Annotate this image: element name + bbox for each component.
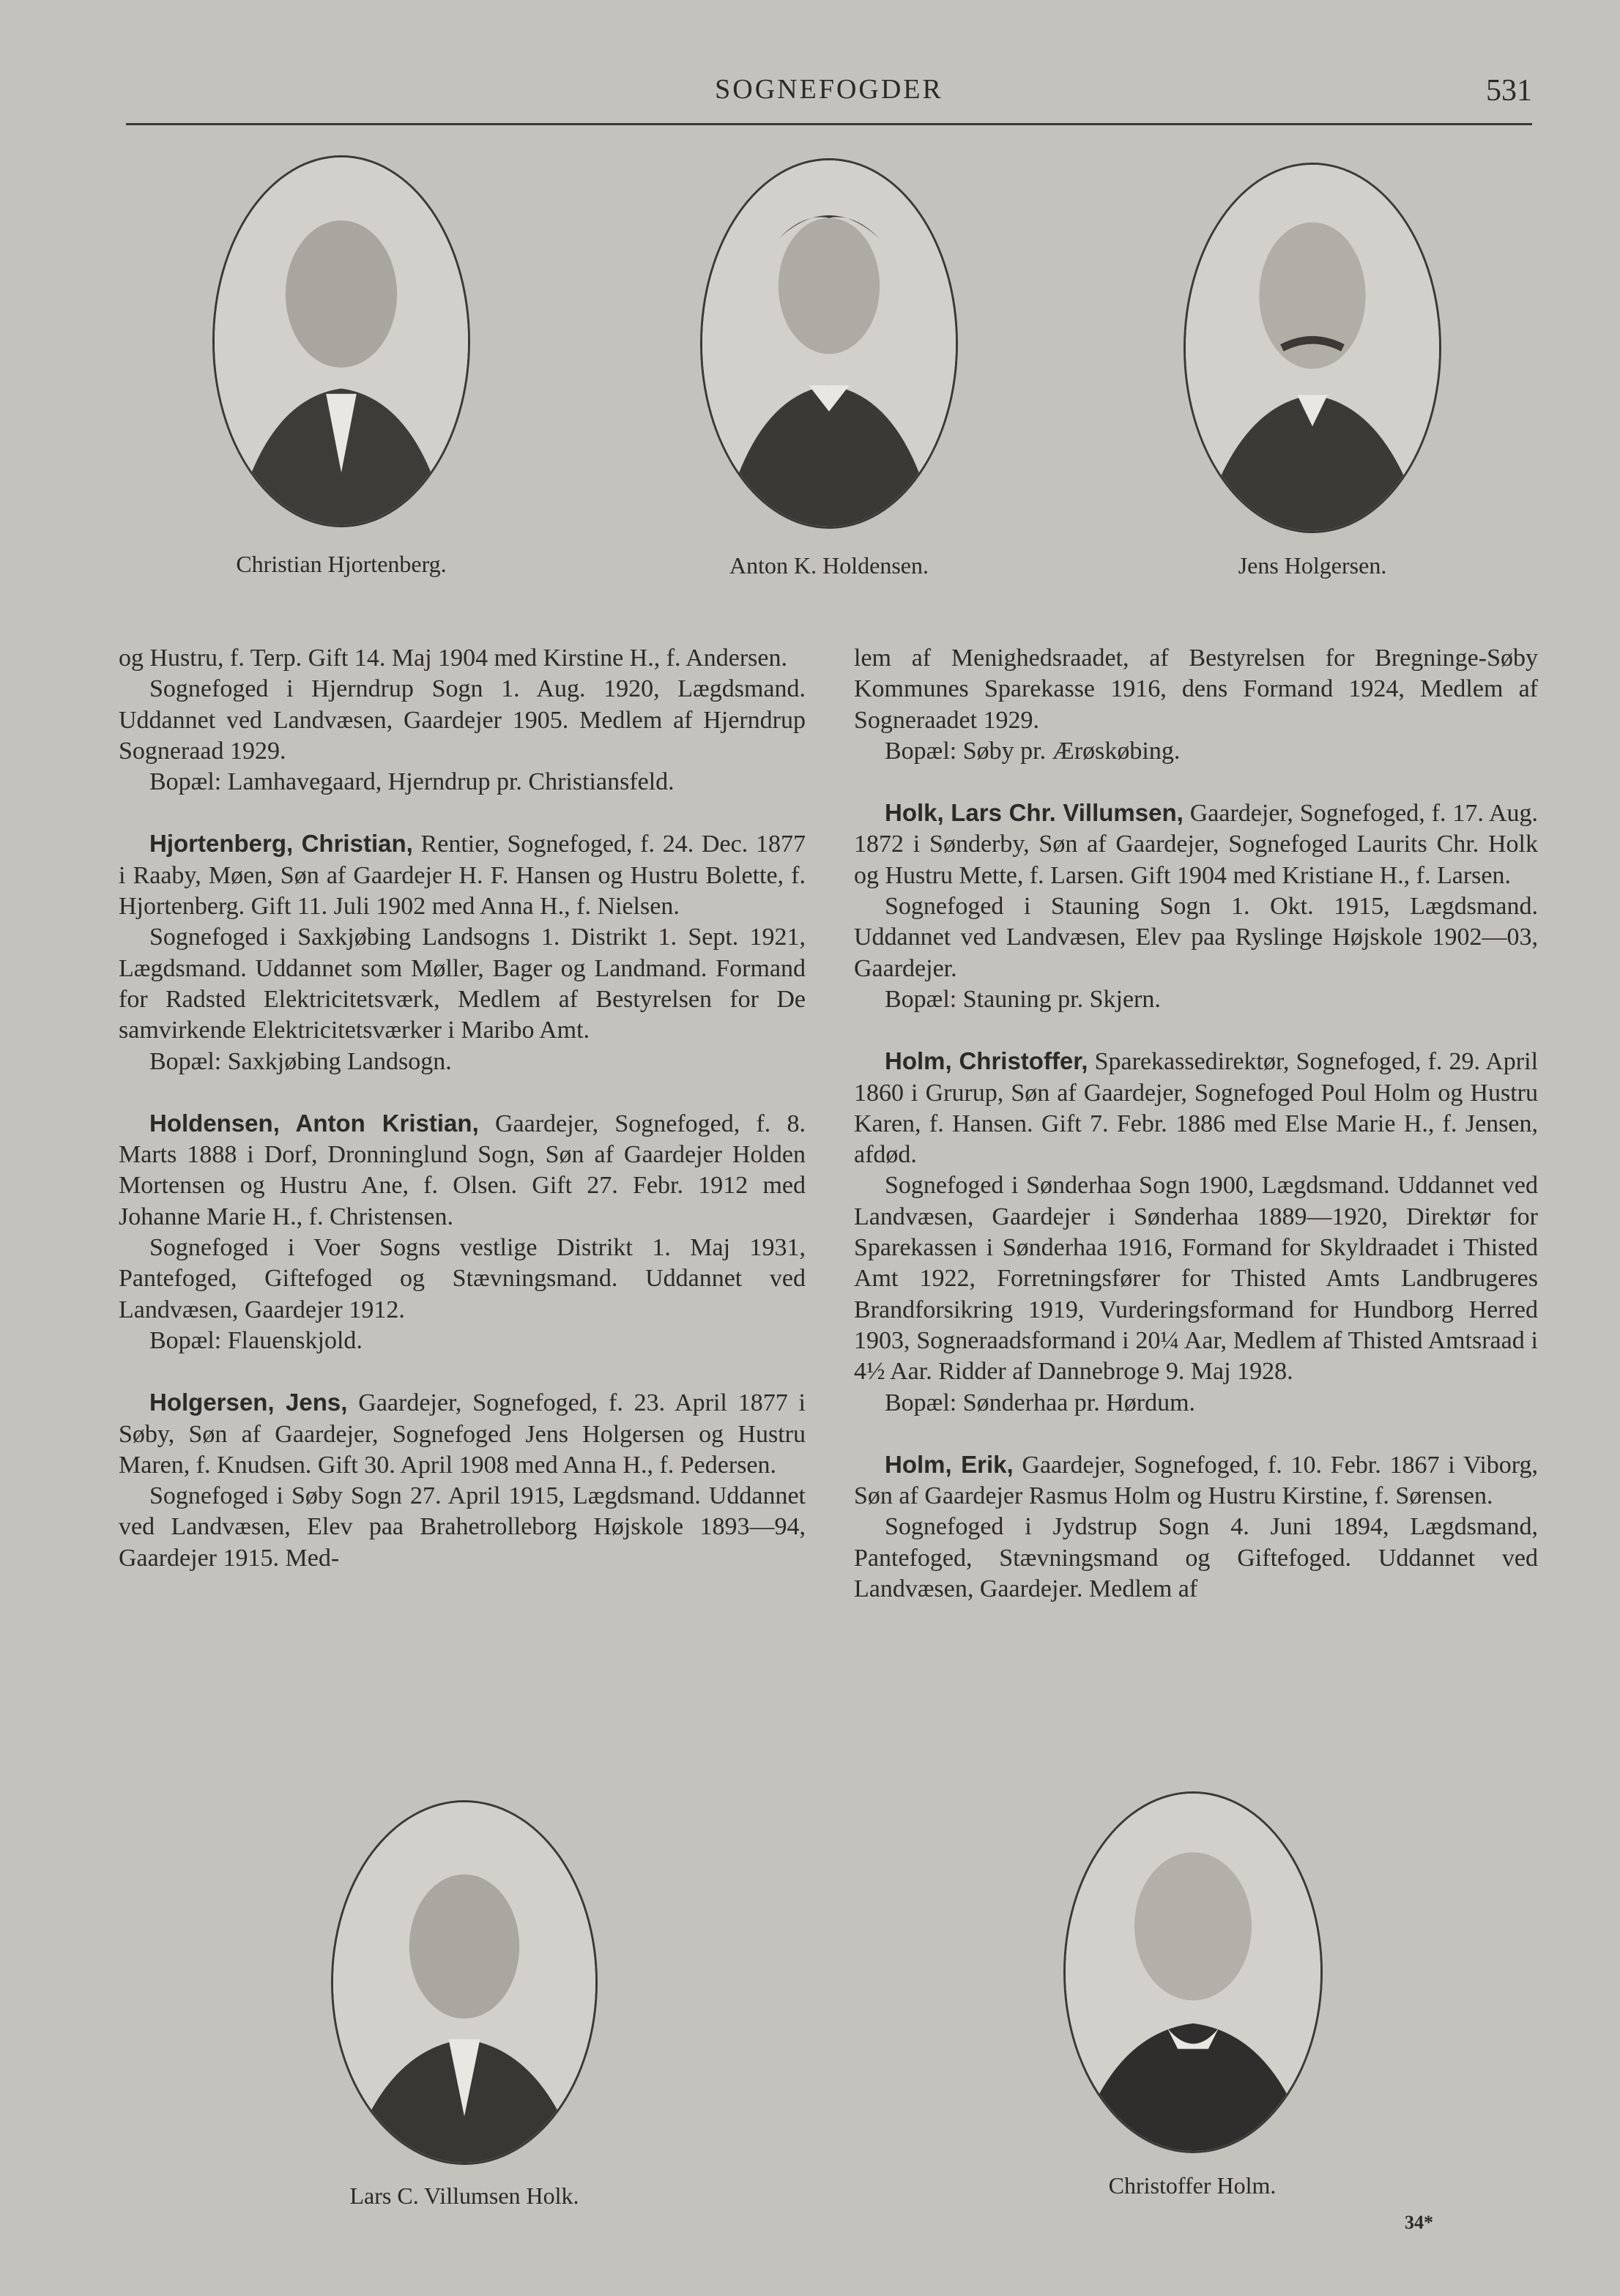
portrait-jens-holgersen (1184, 163, 1441, 579)
running-header (126, 73, 1532, 117)
entry-continuation (119, 643, 806, 798)
entry-text: Bopæl: Saxkjøbing Landsogn. (149, 1047, 452, 1075)
entry-name: Holk, Lars Chr. Villumsen, (885, 799, 1184, 827)
entry-text: Sognefoged i Saxkjøbing Landsogns 1. Distrikt 1. Sept. 1921, Lægdsmand. Uddannet som Møller, Bager og Landmand. Formand for Radsted Elektricitetsværk, Medlem af Bestyrelsen for De samvirkende Elektricitetsværker i Maribo Amt. (119, 924, 806, 1044)
entry-text: Bopæl: Flauenskjold. (149, 1326, 363, 1354)
right-column (854, 643, 1538, 1605)
portrait-photo-icon (212, 155, 470, 527)
entry-name: Holgersen, Jens, (149, 1389, 348, 1416)
entry-text: Bopæl: Søby pr. Ærøskøbing. (885, 737, 1181, 765)
entry-text: lem af Menighedsraadet, af Bestyrelsen for Bregninge-Søby Kommunes Sparekasse 1916, dens Formand 1924, Medlem af Sogneraadet 1929. (854, 644, 1538, 734)
portrait-caption: Lars C. Villumsen Holk. (349, 2182, 579, 2209)
entry-text: Sognefoged i Jydstrup Sogn 4. Juni 1894, Lægdsmand, Pantefoged, Stævningsmand og Giftefoged. Uddannet ved Landvæsen, Gaardejer. Medlem af (854, 1513, 1538, 1603)
portrait-caption: Anton K. Holdensen. (729, 552, 929, 579)
printer-signature-mark: 34* (1405, 2212, 1433, 2233)
entry-text: Rentier, Sognefoged, f. 24. Dec. 1877 i Raaby, Møen, Søn af Gaardejer H. F. Hansen og Hustru Bolette, f. Hjortenberg. Gift 11. Juli 1902 med Anna H., f. Nielsen. (119, 831, 806, 921)
portrait-photo-icon (331, 1800, 598, 2165)
entry-holm-erik (854, 1449, 1538, 1605)
portrait-photo-icon (1063, 1791, 1323, 2153)
entry-text: Sognefoged i Søby Sogn 27. April 1915, Lægdsmand. Uddannet ved Landvæsen, Elev paa Brahetrolleborg Højskole 1893—94, Gaardejer 1915. Med- (119, 1482, 806, 1572)
entry-name: Hjortenberg, Christian, (149, 830, 413, 858)
entry-text: Gaardejer, Sognefoged, f. 23. April 1877 i Søby, Søn af Gaardejer, Sognefoged Jens Holgersen og Hustru Maren, f. Knudsen. Gift 30. April 1908 med Anna H., f. Pedersen. (119, 1389, 806, 1479)
portrait-photo-icon (700, 158, 958, 529)
portrait-christoffer-holm (1063, 1791, 1321, 2202)
entry-holdensen (119, 1108, 806, 1356)
entry-text: Bopæl: Sønderhaa pr. Hørdum. (885, 1389, 1196, 1416)
entry-text: Gaardejer, Sognefoged, f. 10. Febr. 1867 i Viborg, Søn af Gaardejer Rasmus Holm og Hustru Kirstine, f. Sørensen. (854, 1451, 1538, 1510)
portrait-lars-holk (331, 1800, 598, 2210)
entry-text: Sognefoged i Stauning Sogn 1. Okt. 1915, Lægdsmand. Uddannet ved Landvæsen, Elev paa Ryslinge Højskole 1902—03, Gaardejer. (854, 893, 1538, 982)
entry-holk (854, 798, 1538, 1015)
header-title: SOGNEFOGDER (715, 74, 943, 105)
portrait-caption: Jens Holgersen. (1238, 552, 1387, 579)
entry-name: Holdensen, Anton Kristian, (149, 1109, 479, 1137)
entry-text: og Hustru, f. Terp. Gift 14. Maj 1904 med Kirstine H., f. Andersen. (119, 644, 787, 672)
portrait-photo-icon (1184, 163, 1441, 533)
entry-continuation (854, 643, 1538, 767)
page-number: 531 (1486, 74, 1532, 108)
entry-text: Sognefoged i Voer Sogns vestlige Distrikt 1. Maj 1931, Pantefoged, Giftefoged og Stævningsmand. Uddannet ved Landvæsen, Gaardejer 1912. (119, 1234, 806, 1323)
left-column (119, 643, 806, 1574)
entry-text: Sognefoged i Sønderhaa Sogn 1900, Lægdsmand. Uddannet ved Landvæsen, Gaardejer i Sønderhaa 1889—1920, Direktør for Sparekassen i Sønderhaa 1916, Formand for Skyldraadet i Thisted Amt 1922, Forretningsfører for Thisted Amts Landbrugeres Brandforsikring 1919, Vurderingsformand for Hundborg Herred 1903, Sogneraadsformand i 20¼ Aar, Medlem af Thisted Amtsraad i 4½ Aar. Ridder af Dannebroge 9. Maj 1928. (854, 1172, 1538, 1386)
entry-name: Holm, Erik, (885, 1450, 1014, 1478)
entry-text: Bopæl: Lamhavegaard, Hjerndrup pr. Christiansfeld. (149, 768, 675, 796)
entry-name: Holm, Christoffer, (885, 1047, 1088, 1075)
header-rule (126, 123, 1532, 125)
entry-text: Sognefoged i Hjerndrup Sogn 1. Aug. 1920, Lægdsmand. Uddannet ved Landvæsen, Gaardejer 1905. Medlem af Hjerndrup Sogneraad 1929. (119, 675, 806, 765)
entry-text: Sparekassedirektør, Sognefoged, f. 29. April 1860 i Grurup, Søn af Gaardejer, Sognefoged Poul Holm og Hustru Karen, f. Hansen. Gift 7. Febr. 1886 med Else Marie H., f. Jensen, afdød. (854, 1048, 1539, 1169)
entry-holm-christoffer (854, 1046, 1538, 1419)
portrait-caption: Christian Hjortenberg. (236, 551, 447, 577)
entry-text: Gaardejer, Sognefoged, f. 17. Aug. 1872 i Sønderby, Søn af Gaardejer, Sognefoged Laurits Chr. Holk og Hustru Mette, f. Larsen. Gift 1904 med Kristiane H., f. Larsen. (854, 800, 1539, 889)
entry-text: Bopæl: Stauning pr. Skjern. (885, 985, 1161, 1013)
portrait-caption: Christoffer Holm. (1108, 2172, 1277, 2199)
entry-hjortenberg (119, 828, 806, 1077)
portrait-anton-holdensen (700, 158, 958, 579)
entry-holgersen (119, 1387, 806, 1574)
portrait-christian-hjortenberg (212, 155, 470, 577)
entry-text: Gaardejer, Sognefoged, f. 8. Marts 1888 i Dorf, Dronninglund Sogn, Søn af Gaardejer Holden Mortensen og Hustru Ane, f. Olsen. Gift 27. Febr. 1912 med Johanne Marie H., f. Christensen. (119, 1110, 806, 1230)
